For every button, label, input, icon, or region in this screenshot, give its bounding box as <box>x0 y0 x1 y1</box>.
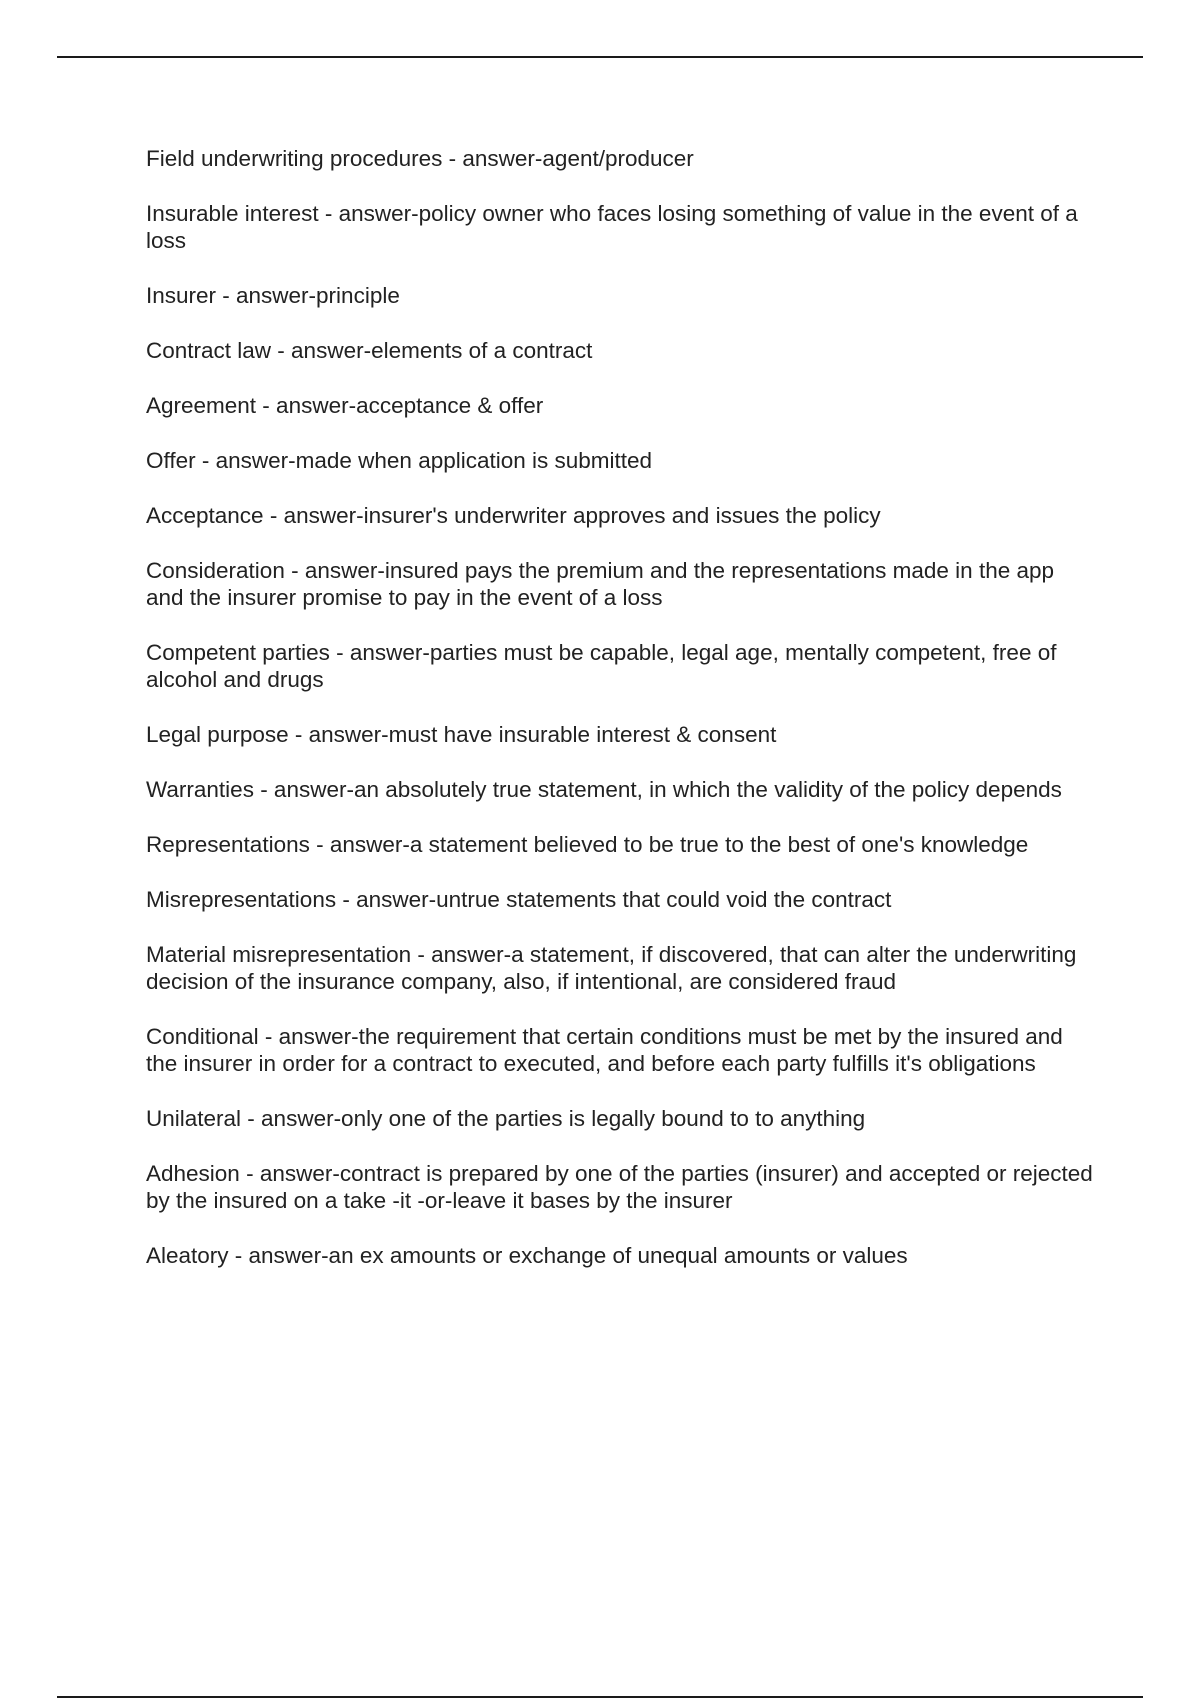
entry-acceptance: Acceptance - answer-insurer's underwriter approves and issues the policy <box>146 503 881 528</box>
entry-aleatory: Aleatory - answer-an ex amounts or exchange of unequal amounts or values <box>146 1243 908 1268</box>
entry-legal-purpose: Legal purpose - answer-must have insurable interest & consent <box>146 722 777 747</box>
entry-material-misrepresentation: Material misrepresentation - answer-a statement, if discovered, that can alter the underwriting decision of the insurance company, also, if intentional, are considered fraud <box>146 942 1077 994</box>
entry-consideration: Consideration - answer-insured pays the premium and the representations made in the app and the insurer promise to pay in the event of a loss <box>146 558 1055 610</box>
footer-rule <box>57 1696 1143 1698</box>
entry-representations: Representations - answer-a statement believed to be true to the best of one's knowledge <box>146 832 1029 857</box>
entry-offer: Offer - answer-made when application is submitted <box>146 448 653 473</box>
flashcard-list <box>146 145 1096 1297</box>
header-rule <box>57 56 1143 58</box>
entry-misrepresentations: Misrepresentations - answer-untrue statements that could void the contract <box>146 887 892 912</box>
entry-conditional: Conditional - answer-the requirement that certain conditions must be met by the insured and the insurer in order for a contract to executed, and before each party fulfills it's obligations <box>146 1024 1063 1076</box>
entry-agreement: Agreement - answer-acceptance & offer <box>146 393 544 418</box>
entry-contract-law: Contract law - answer-elements of a contract <box>146 338 593 363</box>
entry-adhesion: Adhesion - answer-contract is prepared by one of the parties (insurer) and accepted or rejected by the insured on a take -it -or-leave it bases by the insurer <box>146 1161 1093 1213</box>
entry-insurer: Insurer - answer-principle <box>146 283 400 308</box>
entry-insurable-interest: Insurable interest - answer-policy owner who faces losing something of value in the event of a loss <box>146 201 1078 253</box>
entry-unilateral: Unilateral - answer-only one of the parties is legally bound to to anything <box>146 1106 866 1131</box>
entry-warranties: Warranties - answer-an absolutely true statement, in which the validity of the policy depends <box>146 777 1062 802</box>
entry-field-underwriting: Field underwriting procedures - answer-agent/producer <box>146 146 694 171</box>
entry-competent-parties: Competent parties - answer-parties must be capable, legal age, mentally competent, free of alcohol and drugs <box>146 640 1057 692</box>
